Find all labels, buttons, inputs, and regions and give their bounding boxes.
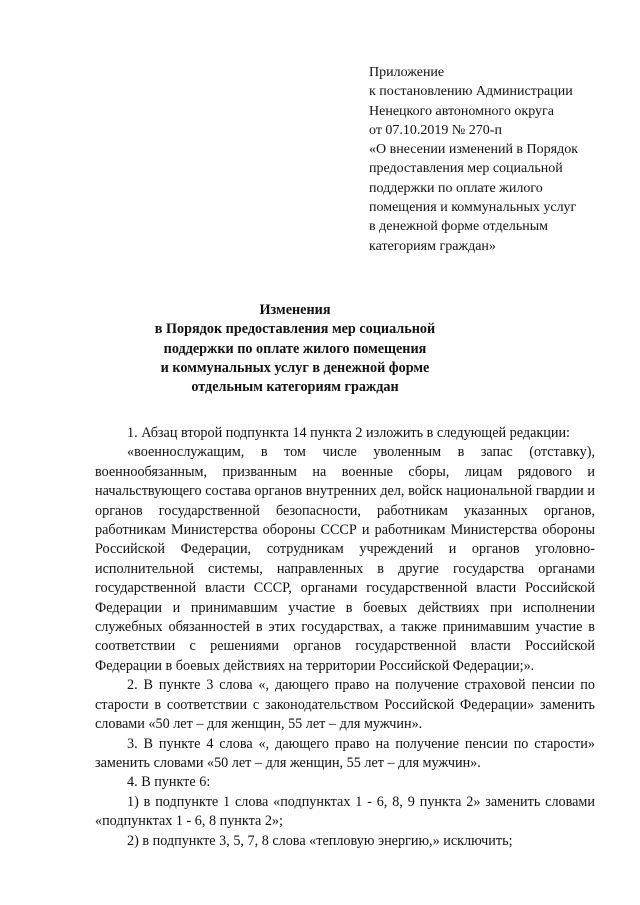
appendix-line: в денежной форме отдельным <box>369 219 548 235</box>
paragraph-1-quote: «военнослужащим, в том числе уволенным в запас (отставку), военнообязанным, призванным на военные сборы, лицам рядового и начальствующего состава органов внутренних дел, войск национальной гвардии и органов государственной безопасности, работникам указанных органов, работникам Министерства обороны СССР и работникам Министерства обороны Российской Федерации, сотрудникам учреждений и органов уголовно-исполнительной системы, направленных в другие государства органами государственной власти СССР, органами государственной власти Российской Федерации и принимавшим участие в боевых действиях при исполнении служебных обязанностей в этих государствах, а также принимавшим участие в соответствии с решениями органов государственной власти Российской Федерации в боевых действиях на территории Российской Федерации;». <box>95 444 595 674</box>
paragraph-4-item-1: 1) в подпункте 1 слова «подпунктах 1 - 6, 8, 9 пункта 2» заменить словами «подпунктах 1 - 6, 8 пункта 2»; <box>95 793 595 830</box>
appendix-line: к постановлению Администрации <box>369 84 573 100</box>
appendix-line: поддержки по оплате жилого <box>369 180 543 196</box>
appendix-header <box>369 63 619 256</box>
appendix-line: от 07.10.2019 № 270-п <box>369 122 502 138</box>
appendix-line: предоставления мер социальной <box>369 161 563 177</box>
appendix-line: помещения и коммунальных услуг <box>369 200 577 216</box>
paragraph-4-item-2: 2) в подпункте 3, 5, 7, 8 слова «тепловую энергию,» исключить; <box>127 832 513 849</box>
title-line: Изменения <box>259 302 331 318</box>
appendix-line: категориям граждан» <box>369 238 496 254</box>
title-line: и коммунальных услуг в денежной форме <box>160 359 430 376</box>
paragraph-1: 1. Абзац второй подпункта 14 пункта 2 изложить в следующей редакции: <box>127 425 570 441</box>
paragraph-3: 3. В пункте 4 слова «, дающего право на получение пенсии по старости» заменить словами «50 лет – для женщин, 55 лет – для мужчин». <box>95 735 595 771</box>
document-body <box>95 424 595 851</box>
title-line: поддержки по оплате жилого помещения <box>163 340 427 357</box>
paragraph-4: 4. В пункте 6: <box>127 774 211 791</box>
appendix-line: «О внесении изменений в Порядок <box>369 142 579 158</box>
paragraph-2: 2. В пункте 3 слова «, дающего право на получение страховой пенсии по старости в соответствии с законодательством Российской Федерации» заменить словами «50 лет – для женщин, 55 лет – для мужчин». <box>95 677 595 733</box>
title-line: отдельным категориям граждан <box>191 379 399 396</box>
appendix-line: Ненецкого автономного округа <box>369 103 554 119</box>
title-line: в Порядок предоставления мер социальной <box>154 321 436 338</box>
appendix-line: Приложение <box>369 65 445 80</box>
document-title <box>95 301 495 397</box>
